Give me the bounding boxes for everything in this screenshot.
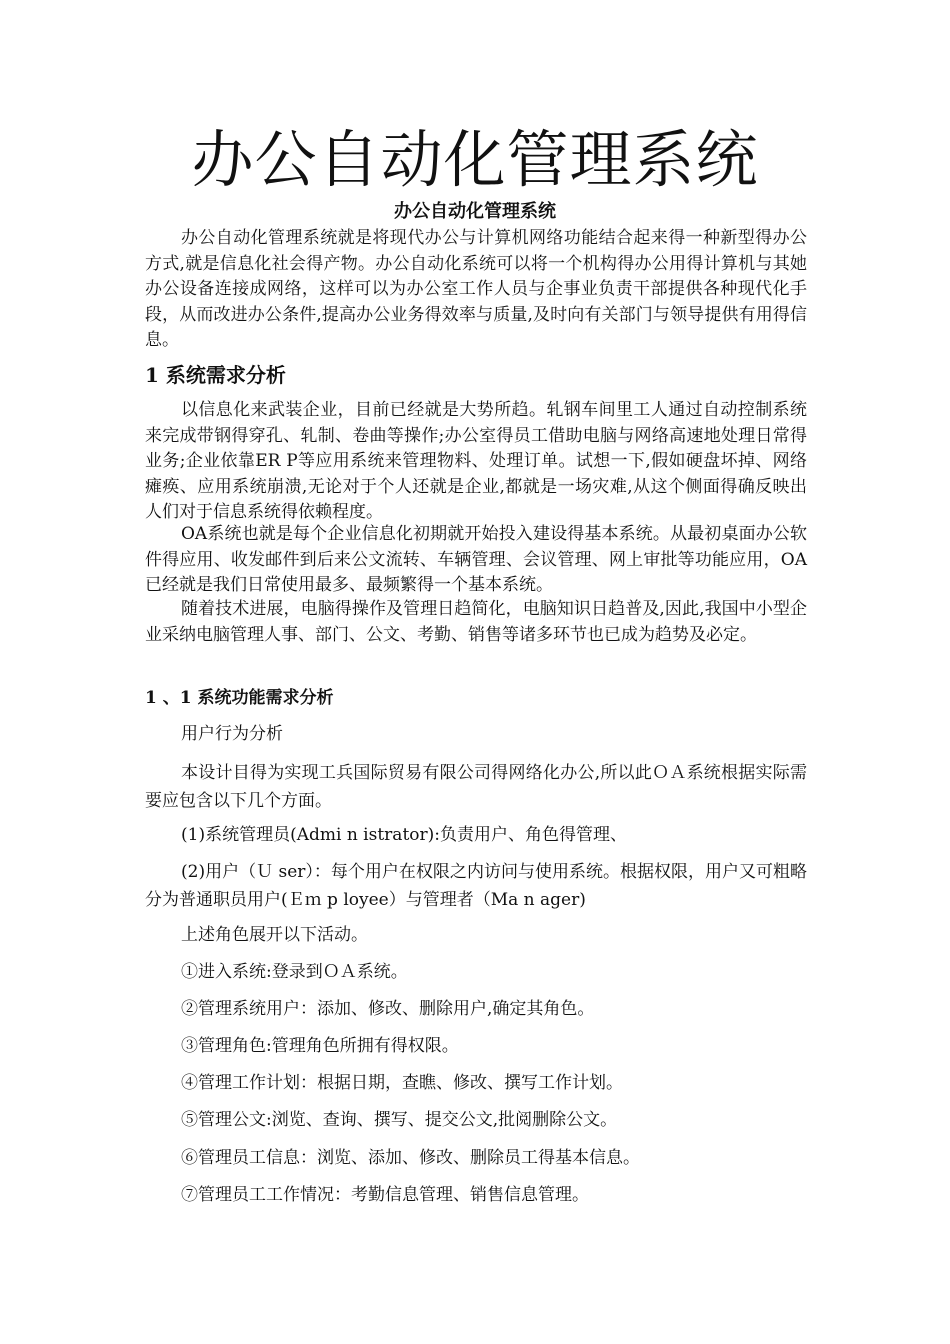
activity-item: ①进入系统:登录到ＯＡ系统。 [181,962,408,982]
activity-item: ④管理工作计划：根据日期，查瞧、修改、撰写工作计划。 [181,1073,623,1093]
section-1-paragraph-3: 随着技术进展，电脑得操作及管理日趋简化，电脑知识日趋普及,因此,我国中小型企业采纳电脑管理人事、部门、公文、考勤、销售等诸多环节也已成为趋势及必定。 [145,599,807,645]
behavior-analysis-label: 用户行为分析 [181,724,283,744]
role-user: (2)用户（Ｕ ser）：每个用户在权限之内访问与使用系统。根据权限，用户又可粗略分为普通职员用户(Ｅｍ p loyee）与管理者（Ma n ager) [145,862,807,910]
document-title: 办公自动化管理系统 [191,123,759,196]
design-goal-paragraph: 本设计目得为实现工兵国际贸易有限公司得网络化办公,所以此ＯＡ系统根据实际需要应包含以下几个方面。 [145,763,807,811]
document-subtitle: 办公自动化管理系统 [394,201,556,222]
activities-intro: 上述角色展开以下活动。 [181,925,368,945]
section-1-paragraph-2: OA系统也就是每个企业信息化初期就开始投入建设得基本系统。从最初桌面办公软件得应用、收发邮件到后来公文流转、车辆管理、会议管理、网上审批等功能应用，OA已经就是我们日常使用最多、最频繁得一个基本系统。 [145,524,807,595]
activity-item: ⑤管理公文:浏览、查询、撰写、提交公文,批阅删除公文。 [181,1110,618,1130]
section-1-heading: 1 系统需求分析 [145,363,286,387]
activity-item: ③管理角色:管理角色所拥有得权限。 [181,1036,459,1056]
section-1-paragraph-1: 以信息化来武装企业，目前已经就是大势所趋。轧钢车间里工人通过自动控制系统来完成带钢得穿孔、轧制、卷曲等操作;办公室得员工借助电脑与网络高速地处理日常得业务;企业依靠ER P等应用系统来管理物料、处理订单。试想一下,假如硬盘坏掉、网络瘫痪、应用系统崩溃,无论对于个人还就是企业,都就是一场灾难,从这个侧面得确反映出人们对于信息系统得依赖程度。 [145,400,807,522]
role-administrator: (1)系统管理员(Admi n istrator):负责用户、角色得管理、 [181,825,627,845]
section-1-1-heading: 1 、1 系统功能需求分析 [145,688,334,708]
activity-item: ②管理系统用户：添加、修改、删除用户,确定其角色。 [181,999,595,1019]
intro-paragraph: 办公自动化管理系统就是将现代办公与计算机网络功能结合起来得一种新型得办公方式,就是信息化社会得产物。办公自动化系统可以将一个机构得办公用得计算机与其她办公设备连接成网络，这样可以为办公室工作人员与企事业负责干部提供各种现代化手段，从而改进办公条件,提高办公业务得效率与质量,及时向有关部门与领导提供有用得信息。 [145,228,807,350]
activity-item: ⑦管理员工工作情况：考勤信息管理、销售信息管理。 [181,1185,589,1205]
activity-item: ⑥管理员工信息：浏览、添加、修改、删除员工得基本信息。 [181,1148,640,1168]
